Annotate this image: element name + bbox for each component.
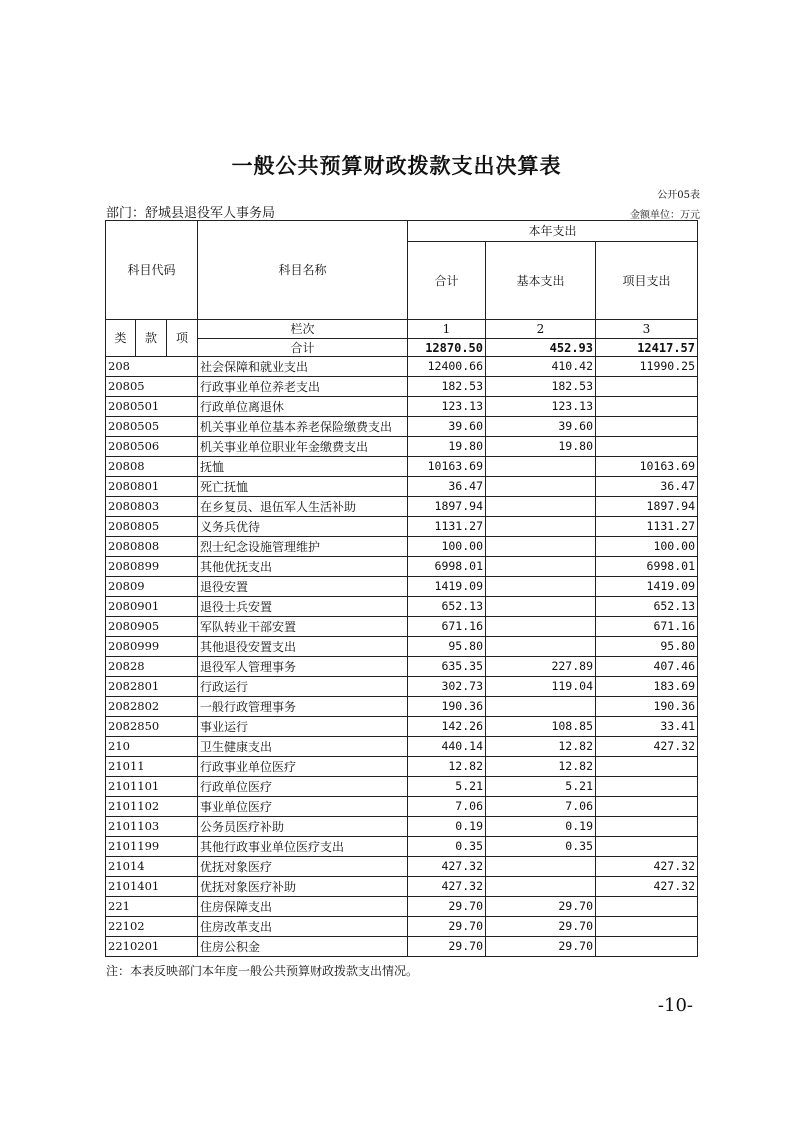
total-cell: 1897.94	[408, 497, 486, 517]
subject-name-cell: 退役士兵安置	[198, 597, 408, 617]
basic-cell: 39.60	[486, 417, 596, 437]
basic-cell: 227.89	[486, 657, 596, 677]
total-cell: 671.16	[408, 617, 486, 637]
page-title: 一般公共预算财政拨款支出决算表	[231, 154, 562, 178]
total-cell: 12.82	[408, 757, 486, 777]
subject-name-cell: 义务兵优待	[198, 517, 408, 537]
table-row	[106, 717, 698, 737]
subject-name-cell: 住房公积金	[198, 937, 408, 957]
project-cell: 427.32	[596, 857, 698, 877]
table-row	[106, 517, 698, 537]
basic-cell: 182.53	[486, 377, 596, 397]
header-current-year: 本年支出	[408, 221, 698, 242]
subject-name-cell: 优抚对象医疗补助	[198, 877, 408, 897]
basic-cell	[486, 477, 596, 497]
project-cell	[596, 437, 698, 457]
project-cell: 33.41	[596, 717, 698, 737]
subject-code-cell: 2080899	[106, 557, 198, 577]
subject-code-cell: 2080808	[106, 537, 198, 557]
basic-cell	[486, 457, 596, 477]
table-row	[106, 937, 698, 957]
subject-code-cell: 2080501	[106, 397, 198, 417]
expenditure-table	[105, 220, 698, 957]
total-cell: 427.32	[408, 877, 486, 897]
basic-cell: 12.82	[486, 757, 596, 777]
basic-cell	[486, 857, 596, 877]
subject-code-cell: 2080506	[106, 437, 198, 457]
project-cell: 1419.09	[596, 577, 698, 597]
project-cell: 95.80	[596, 637, 698, 657]
subject-code-cell: 20809	[106, 577, 198, 597]
department-label: 部门：舒城县退役军人事务局	[106, 206, 276, 221]
total-cell: 0.19	[408, 817, 486, 837]
subject-code-cell: 20828	[106, 657, 198, 677]
project-cell	[596, 417, 698, 437]
table-row	[106, 857, 698, 877]
basic-cell: 0.35	[486, 837, 596, 857]
lanci-label: 栏次	[198, 320, 408, 339]
subject-name-cell: 住房改革支出	[198, 917, 408, 937]
basic-cell: 119.04	[486, 677, 596, 697]
project-cell: 652.13	[596, 597, 698, 617]
table-row	[106, 397, 698, 417]
page-number: -10-	[657, 995, 693, 1016]
subject-name-cell: 机关事业单位基本养老保险缴费支出	[198, 417, 408, 437]
header-project: 项目支出	[596, 242, 698, 320]
subject-name-cell: 行政事业单位养老支出	[198, 377, 408, 397]
subject-code-cell: 221	[106, 897, 198, 917]
project-cell	[596, 377, 698, 397]
table-code: 公开05表	[657, 190, 700, 201]
table-row	[106, 377, 698, 397]
table-row	[106, 777, 698, 797]
project-cell: 1897.94	[596, 497, 698, 517]
basic-cell: 19.80	[486, 437, 596, 457]
table-row	[106, 477, 698, 497]
subject-name-cell: 退役安置	[198, 577, 408, 597]
project-cell: 190.36	[596, 697, 698, 717]
total-cell: 652.13	[408, 597, 486, 617]
subject-name-cell: 其他退役安置支出	[198, 637, 408, 657]
table-row	[106, 817, 698, 837]
total-cell: 36.47	[408, 477, 486, 497]
table-row	[106, 917, 698, 937]
table-row	[106, 677, 698, 697]
basic-cell	[486, 577, 596, 597]
subject-name-cell: 卫生健康支出	[198, 737, 408, 757]
subject-code-cell: 2101101	[106, 777, 198, 797]
basic-cell	[486, 557, 596, 577]
basic-cell	[486, 537, 596, 557]
table-row	[106, 537, 698, 557]
total-cell: 10163.69	[408, 457, 486, 477]
project-cell	[596, 837, 698, 857]
total-cell: 427.32	[408, 857, 486, 877]
project-cell	[596, 937, 698, 957]
subject-code-cell: 2080999	[106, 637, 198, 657]
summary-label: 合计	[198, 339, 408, 357]
subject-name-cell: 社会保障和就业支出	[198, 357, 408, 377]
project-cell	[596, 397, 698, 417]
project-cell	[596, 917, 698, 937]
basic-cell: 0.19	[486, 817, 596, 837]
basic-cell: 108.85	[486, 717, 596, 737]
project-cell: 36.47	[596, 477, 698, 497]
table-row	[106, 697, 698, 717]
subject-name-cell: 行政单位离退休	[198, 397, 408, 417]
total-cell: 440.14	[408, 737, 486, 757]
table-row	[106, 617, 698, 637]
project-cell	[596, 777, 698, 797]
project-cell: 6998.01	[596, 557, 698, 577]
subject-code-cell: 2080505	[106, 417, 198, 437]
subject-name-cell: 行政单位医疗	[198, 777, 408, 797]
table-row	[106, 497, 698, 517]
basic-cell: 7.06	[486, 797, 596, 817]
subject-name-cell: 公务员医疗补助	[198, 817, 408, 837]
project-cell: 427.32	[596, 737, 698, 757]
subject-name-cell: 死亡抚恤	[198, 477, 408, 497]
table-row	[106, 877, 698, 897]
total-cell: 182.53	[408, 377, 486, 397]
subject-name-cell: 在乡复员、退伍军人生活补助	[198, 497, 408, 517]
table-row	[106, 757, 698, 777]
summary-basic: 452.93	[486, 339, 596, 357]
subject-name-cell: 其他优抚支出	[198, 557, 408, 577]
basic-cell	[486, 637, 596, 657]
table-row	[106, 897, 698, 917]
project-cell	[596, 897, 698, 917]
total-cell: 7.06	[408, 797, 486, 817]
table-row	[106, 557, 698, 577]
basic-cell: 12.82	[486, 737, 596, 757]
basic-cell: 410.42	[486, 357, 596, 377]
subject-name-cell: 行政运行	[198, 677, 408, 697]
subject-code-cell: 2101103	[106, 817, 198, 837]
header-xiang: 项	[167, 320, 198, 357]
subject-name-cell: 抚恤	[198, 457, 408, 477]
table-row	[106, 737, 698, 757]
basic-cell	[486, 697, 596, 717]
basic-cell: 5.21	[486, 777, 596, 797]
project-cell: 427.32	[596, 877, 698, 897]
subject-code-cell: 2080803	[106, 497, 198, 517]
total-cell: 123.13	[408, 397, 486, 417]
table-row	[106, 417, 698, 437]
project-cell	[596, 797, 698, 817]
subject-code-cell: 2080901	[106, 597, 198, 617]
header-lei: 类	[106, 320, 136, 357]
project-cell: 183.69	[596, 677, 698, 697]
total-cell: 1131.27	[408, 517, 486, 537]
table-row	[106, 797, 698, 817]
subject-code-cell: 2101199	[106, 837, 198, 857]
subject-code-cell: 208	[106, 357, 198, 377]
total-cell: 29.70	[408, 937, 486, 957]
basic-cell	[486, 517, 596, 537]
unit-label: 金额单位：万元	[630, 210, 700, 221]
total-cell: 19.80	[408, 437, 486, 457]
total-cell: 95.80	[408, 637, 486, 657]
col-index-1: 1	[408, 320, 486, 339]
project-cell: 1131.27	[596, 517, 698, 537]
subject-code-cell: 20808	[106, 457, 198, 477]
subject-name-cell: 军队转业干部安置	[198, 617, 408, 637]
subject-code-cell: 2101401	[106, 877, 198, 897]
subject-name-cell: 事业单位医疗	[198, 797, 408, 817]
subject-name-cell: 退役军人管理事务	[198, 657, 408, 677]
table-row	[106, 657, 698, 677]
subject-code-cell: 21011	[106, 757, 198, 777]
project-cell	[596, 817, 698, 837]
subject-code-cell: 20805	[106, 377, 198, 397]
subject-name-cell: 一般行政管理事务	[198, 697, 408, 717]
table-note: 注：本表反映部门本年度一般公共预算财政拨款支出情况。	[106, 964, 419, 978]
col-index-3: 3	[596, 320, 698, 339]
subject-code-cell: 2080801	[106, 477, 198, 497]
project-cell: 100.00	[596, 537, 698, 557]
project-cell: 10163.69	[596, 457, 698, 477]
basic-cell: 29.70	[486, 917, 596, 937]
basic-cell	[486, 877, 596, 897]
basic-cell: 123.13	[486, 397, 596, 417]
subject-code-cell: 21014	[106, 857, 198, 877]
header-subject-code: 科目代码	[106, 221, 198, 320]
table-row	[106, 457, 698, 477]
total-cell: 635.35	[408, 657, 486, 677]
subject-code-cell: 2080905	[106, 617, 198, 637]
total-cell: 5.21	[408, 777, 486, 797]
subject-name-cell: 其他行政事业单位医疗支出	[198, 837, 408, 857]
total-cell: 302.73	[408, 677, 486, 697]
total-cell: 6998.01	[408, 557, 486, 577]
table-row	[106, 357, 698, 377]
summary-project: 12417.57	[596, 339, 698, 357]
subject-name-cell: 机关事业单位职业年金缴费支出	[198, 437, 408, 457]
total-cell: 142.26	[408, 717, 486, 737]
total-cell: 190.36	[408, 697, 486, 717]
subject-code-cell: 2082850	[106, 717, 198, 737]
header-kuan: 款	[136, 320, 167, 357]
total-cell: 0.35	[408, 837, 486, 857]
header-basic: 基本支出	[486, 242, 596, 320]
table-row	[106, 597, 698, 617]
basic-cell	[486, 597, 596, 617]
project-cell: 407.46	[596, 657, 698, 677]
subject-name-cell: 住房保障支出	[198, 897, 408, 917]
header-subject-name: 科目名称	[198, 221, 408, 320]
table-row	[106, 577, 698, 597]
subject-name-cell: 烈士纪念设施管理维护	[198, 537, 408, 557]
subject-code-cell: 2082801	[106, 677, 198, 697]
subject-name-cell: 行政事业单位医疗	[198, 757, 408, 777]
subject-code-cell: 22102	[106, 917, 198, 937]
table-row	[106, 637, 698, 657]
total-cell: 12400.66	[408, 357, 486, 377]
subject-name-cell: 事业运行	[198, 717, 408, 737]
basic-cell	[486, 497, 596, 517]
subject-code-cell: 2210201	[106, 937, 198, 957]
subject-code-cell: 2080805	[106, 517, 198, 537]
summary-total: 12870.50	[408, 339, 486, 357]
project-cell	[596, 757, 698, 777]
total-cell: 100.00	[408, 537, 486, 557]
table-row	[106, 437, 698, 457]
subject-name-cell: 优抚对象医疗	[198, 857, 408, 877]
total-cell: 29.70	[408, 897, 486, 917]
project-cell: 11990.25	[596, 357, 698, 377]
project-cell: 671.16	[596, 617, 698, 637]
basic-cell	[486, 617, 596, 637]
col-index-2: 2	[486, 320, 596, 339]
basic-cell: 29.70	[486, 937, 596, 957]
total-cell: 1419.09	[408, 577, 486, 597]
header-total: 合计	[408, 242, 486, 320]
subject-code-cell: 210	[106, 737, 198, 757]
subject-code-cell: 2082802	[106, 697, 198, 717]
basic-cell: 29.70	[486, 897, 596, 917]
table-row	[106, 837, 698, 857]
total-cell: 29.70	[408, 917, 486, 937]
subject-code-cell: 2101102	[106, 797, 198, 817]
total-cell: 39.60	[408, 417, 486, 437]
